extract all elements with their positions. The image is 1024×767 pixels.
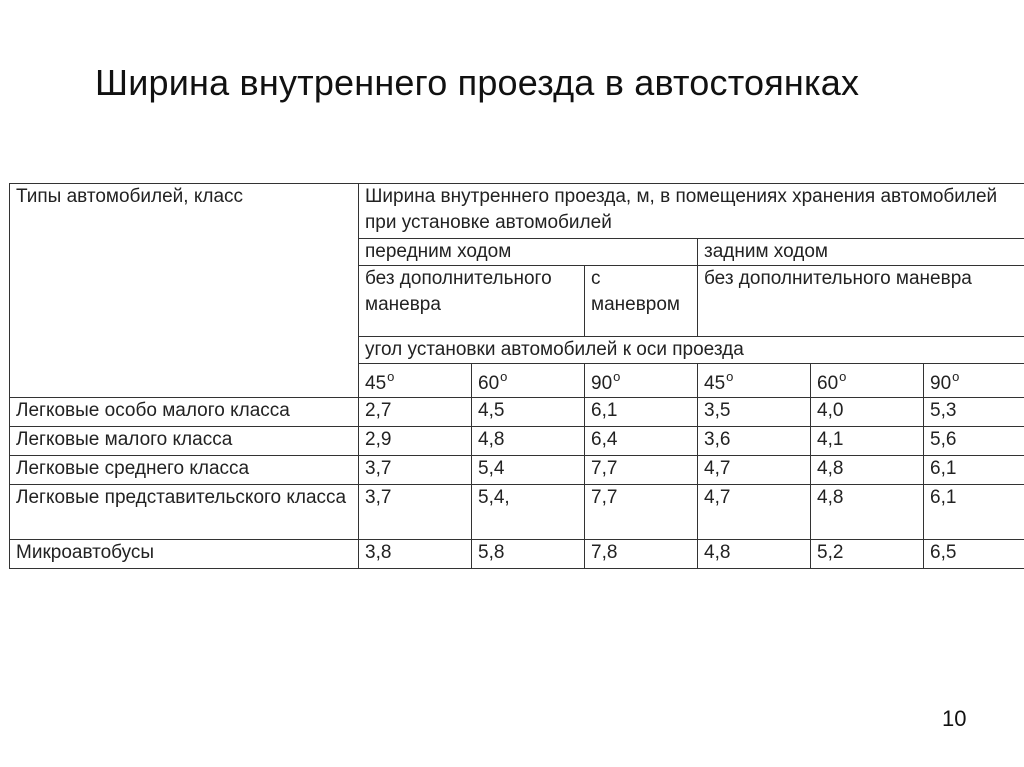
value-cell: 6,1 (924, 456, 1024, 485)
value-cell: 3,5 (698, 398, 811, 427)
value-cell: 3,7 (359, 456, 472, 485)
value-cell: 4,7 (698, 485, 811, 540)
value-cell: 4,8 (472, 427, 585, 456)
value-cell: 4,7 (698, 456, 811, 485)
value-cell: 6,4 (585, 427, 698, 456)
forward-without-maneuver: без дополнительного маневра (359, 266, 585, 337)
angle-cell: 90$^o$ (924, 364, 1024, 398)
value-cell: 5,6 (924, 427, 1024, 456)
table-row (10, 485, 1024, 540)
vehicle-type-cell: Легковые представительского класса (10, 485, 359, 540)
value-cell: 4,8 (811, 456, 924, 485)
forward-header: передним ходом (359, 239, 698, 266)
value-cell: 5,4, (472, 485, 585, 540)
value-cell: 3,8 (359, 540, 472, 569)
value-cell: 5,8 (472, 540, 585, 569)
parking-lane-width-table (9, 183, 1024, 569)
vehicle-type-cell: Микроавтобусы (10, 540, 359, 569)
table-row (10, 540, 1024, 569)
value-cell: 3,7 (359, 485, 472, 540)
table-row (10, 456, 1024, 485)
value-cell: 7,8 (585, 540, 698, 569)
value-cell: 5,2 (811, 540, 924, 569)
angle-cell: 45$^o$ (698, 364, 811, 398)
angle-cell: 60$^o$ (472, 364, 585, 398)
value-cell: 6,5 (924, 540, 1024, 569)
angle-cell: 45$^o$ (359, 364, 472, 398)
value-cell: 4,0 (811, 398, 924, 427)
value-cell: 7,7 (585, 456, 698, 485)
value-cell: 4,5 (472, 398, 585, 427)
value-cell: 4,8 (698, 540, 811, 569)
slide-title: Ширина внутреннего проезда в автостоянках (95, 62, 860, 103)
page-number: 10 (942, 706, 967, 731)
vehicle-type-header: Типы автомобилей, класс (10, 184, 359, 398)
table-row (10, 427, 1024, 456)
value-cell: 2,9 (359, 427, 472, 456)
value-cell: 4,8 (811, 485, 924, 540)
table-row (10, 398, 1024, 427)
value-cell: 7,7 (585, 485, 698, 540)
vehicle-type-cell: Легковые среднего класса (10, 456, 359, 485)
angle-label: угол установки автомобилей к оси проезда (359, 337, 1024, 364)
lane-width-header: Ширина внутреннего проезда, м, в помещениях хранения автомобилей при установке автомобилей (359, 184, 1024, 239)
value-cell: 5,4 (472, 456, 585, 485)
value-cell: 2,7 (359, 398, 472, 427)
value-cell: 6,1 (585, 398, 698, 427)
reverse-header: задним ходом (698, 239, 1024, 266)
forward-with-maneuver: с маневром (585, 266, 698, 337)
table-header-row (10, 184, 1024, 239)
vehicle-type-cell: Легковые малого класса (10, 427, 359, 456)
angle-cell: 60$^o$ (811, 364, 924, 398)
value-cell: 5,3 (924, 398, 1024, 427)
value-cell: 6,1 (924, 485, 1024, 540)
angle-cell: 90$^o$ (585, 364, 698, 398)
value-cell: 4,1 (811, 427, 924, 456)
vehicle-type-cell: Легковые особо малого класса (10, 398, 359, 427)
value-cell: 3,6 (698, 427, 811, 456)
reverse-without-maneuver: без дополнительного маневра (698, 266, 1024, 337)
